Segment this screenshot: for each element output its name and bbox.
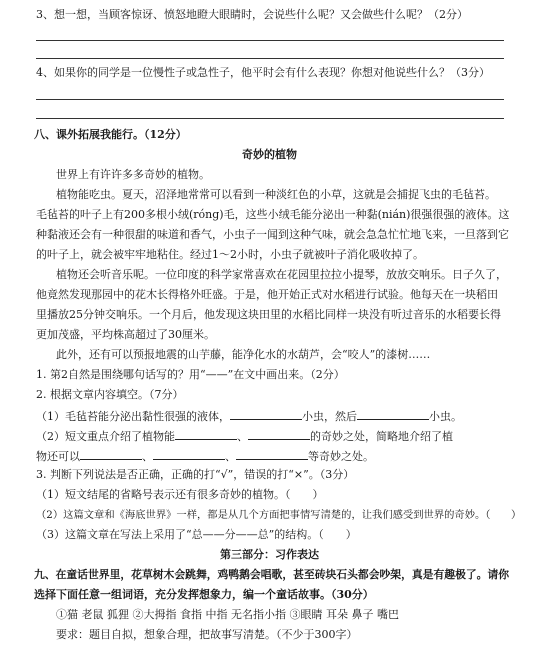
sub-question-2: 2. 根据文章内容填空。（7分） xyxy=(36,388,184,401)
blank-field[interactable] xyxy=(175,428,237,440)
judgement-item-1[interactable]: （1）短文结尾的省略号表示还有很多奇妙的植物。（ ） xyxy=(36,488,324,501)
section-8-heading: 八、课外拓展我能行。（12分） xyxy=(34,128,187,141)
judgement-item-3[interactable]: （3）这篇文章在写法上采用了“总——分——总”的结构。（ ） xyxy=(36,528,357,541)
blank-field[interactable] xyxy=(248,428,310,440)
writing-requirement: 要求：题目自拟，想象合理，把故事写清楚。（不少于300字） xyxy=(56,628,358,641)
fill-text: 的奇妙之处，简略地介绍了植 xyxy=(310,430,453,443)
blank-field[interactable] xyxy=(80,448,142,460)
sub-question-1: 1. 第2自然是围绕哪句话写的？用“——”在文中画出来。（2分） xyxy=(36,368,345,381)
fill-text: 、 xyxy=(142,450,153,463)
article-paragraph-2-line: 毛毡苔的叶子上有200多根小绒(róng)毛，这些小绒毛能分泌出一种黏(nián)很强很强的液体。这 xyxy=(36,208,510,221)
article-paragraph-2-line: 的叶子上，就会被牢牢地粘住。经过1～2小时，小虫子就被叶子消化吸收掉了。 xyxy=(36,248,424,261)
fill-in-line-1 xyxy=(36,408,462,424)
blank-field[interactable] xyxy=(230,408,302,420)
article-paragraph-2-line: 种黏液还会有一种很甜的味道和香气，小虫子一闻到这种气味，就会急急忙忙地飞来，一旦落到它 xyxy=(36,228,509,241)
fill-in-line-2 xyxy=(36,428,453,444)
article-paragraph-1: 世界上有许许多多奇妙的植物。 xyxy=(56,168,210,181)
article-title: 奇妙的植物 xyxy=(242,148,297,161)
fill-text: 、 xyxy=(225,450,236,463)
answer-line[interactable] xyxy=(36,58,504,59)
section-9-prompt: 九、在童话世界里，花草树木会跳舞，鸡鸭鹅会唱歌，甚至砖块石头都会吵架，真是有趣极了。请你 xyxy=(34,568,510,581)
answer-line[interactable] xyxy=(36,118,504,119)
fill-text: 小虫。 xyxy=(429,410,462,423)
fill-text: 物还可以 xyxy=(36,450,80,463)
question-4: 4、如果你的同学是一位慢性子或急性子，他平时会有什么表现？你想对他说些什么？（3分） xyxy=(36,66,490,79)
fill-text: （1）毛毡苔能分泌出黏性很强的液体， xyxy=(36,410,230,423)
answer-line[interactable] xyxy=(36,99,504,100)
article-paragraph-4: 此外，还有可以预报地震的山芋藤，能净化水的水葫芦，会“咬人”的漆树…… xyxy=(56,348,431,361)
blank-field[interactable] xyxy=(236,448,308,460)
article-paragraph-3-line: 他竟然发现那园中的花木长得格外旺盛。于是，他开始正式对水稻进行试验。他每天在一块稻田 xyxy=(36,288,498,301)
article-paragraph-2-line: 植物能吃虫。夏天，沼泽地常常可以看到一种淡红色的小草，这就是会捕捉飞虫的毛毡苔。 xyxy=(56,188,496,201)
word-group-options: ①猫 老鼠 狐狸 ②大拇指 食指 中指 无名指小指 ③眼睛 耳朵 鼻子 嘴巴 xyxy=(56,608,399,621)
fill-text: 等奇妙之处。 xyxy=(308,450,374,463)
blank-field[interactable] xyxy=(357,408,429,420)
question-3: 3、想一想，当顾客惊讶、愤怒地瞪大眼睛时，会说些什么呢？又会做些什么呢？（2分） xyxy=(36,8,468,21)
section-9-prompt: 选择下面任意一组词语，充分发挥想象力，编一个童话故事。（30分） xyxy=(34,588,374,601)
judgement-item-2[interactable]: （2）这篇文章和《海底世界》一样，都是从几个方面把事情写清楚的，让我们感受到世界的奇妙。（ ） xyxy=(36,509,522,521)
article-paragraph-3-line: 里播放25分钟交响乐。一个月后，他发现这块田里的水稻比同样一块没有听过音乐的水稻要长得 xyxy=(36,308,501,321)
answer-line[interactable] xyxy=(36,40,504,41)
blank-field[interactable] xyxy=(153,448,225,460)
fill-text: 、 xyxy=(237,430,248,443)
article-paragraph-3-line: 植物还会听音乐呢。一位印度的科学家常喜欢在花园里拉拉小提琴，放放交响乐。日子久了， xyxy=(56,268,507,281)
part-3-heading: 第三部分：习作表达 xyxy=(220,548,319,561)
article-paragraph-3-line: 更加茂盛，平均株高超过了30厘米。 xyxy=(36,328,215,341)
sub-question-3: 3. 判断下列说法是否正确，正确的打“√”，错误的打“×”。（3分） xyxy=(36,468,355,481)
fill-text: 小虫，然后 xyxy=(302,410,357,423)
fill-text: （2）短文重点介绍了植物能 xyxy=(36,430,175,443)
fill-in-line-3 xyxy=(36,448,374,464)
